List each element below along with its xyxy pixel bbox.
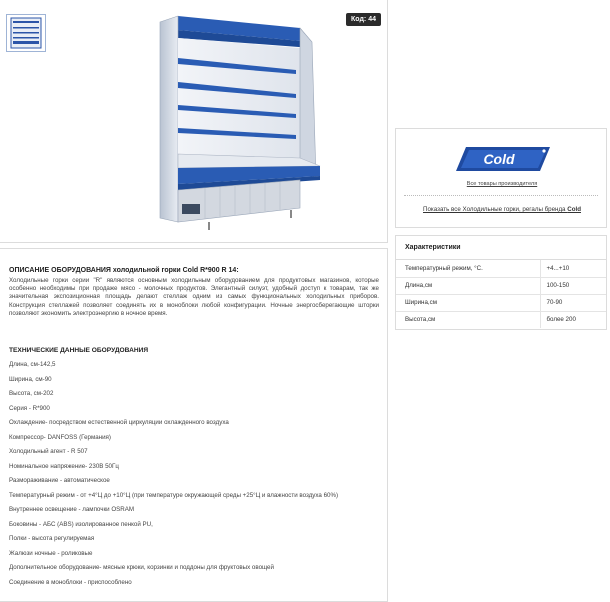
table-row [396, 311, 606, 328]
list-item: Размораживание - автоматическое [9, 477, 110, 484]
cold-brand-logo-icon[interactable] [456, 145, 550, 173]
list-item: Высота, см-202 [9, 390, 54, 397]
characteristic-label: Длина,см [396, 277, 540, 294]
list-item: Серия - R*900 [9, 404, 50, 412]
list-item: Компрессор- DANFOSS (Германия) [9, 433, 111, 441]
table-row [396, 294, 606, 311]
characteristic-label: Ширина,см [396, 294, 540, 311]
list-item: Дополнительное оборудование- мясные крюки, корзинки и поддоны для фруктовых овощей [9, 564, 274, 571]
list-item: Внутреннее освещение - лампочки OSRAM [9, 506, 135, 513]
brand-logo-text: Cold [483, 151, 515, 167]
product-thumbnail[interactable] [6, 14, 46, 52]
refrigerator-thumbnail-icon [7, 15, 45, 51]
list-item: Охлаждение- посредством естественной циркуляции охлажденного воздуха [9, 419, 229, 426]
description-paragraph: Холодильные горки серии "R" являются основным холодильным оборудованием для продуктовых магазинов, которые особенно необходимы при продаже мясо - молочных продуктов. Элегантный силуэт, удобный доступ к товарам, так же значительная экспозиционная площадь делают стеллаж одним из самых функциональных холодильных приборов. Конструкция стеллажей позволяет соединять их в моноблоки любой конфигурации. Ночные энергосберегающие шторки позволяют экономить электроэнергию в ночное время. [9, 277, 379, 317]
product-gallery [0, 0, 388, 243]
refrigerated-display-icon[interactable] [150, 8, 330, 236]
spec-list [9, 361, 379, 587]
characteristics-title: Характеристики [396, 236, 606, 260]
list-item: Температурный режим - от +4°Ц до +10°Ц (при температуре окружающей среды +25°Ц и влажности воздуха 60%) [9, 491, 339, 499]
characteristic-value: 100-150 [540, 277, 606, 294]
list-item: Полки - высота регулируемая [9, 535, 95, 542]
description-title: ОПИСАНИЕ ОБОРУДОВАНИЯ холодильной горки Cold R*900 R 14: [9, 267, 239, 274]
show-all-brand-products-link[interactable] [396, 206, 608, 213]
brand-panel [395, 128, 607, 228]
list-item: Номинальное напряжение- 230В 50Гц [9, 462, 119, 470]
all-brand-goods-link[interactable]: Все товары производителя [466, 181, 538, 187]
product-code-badge: Код: 44 [346, 13, 381, 26]
list-item: Боковины - АБС (ABS) изолированное пенкой PU, [9, 520, 153, 528]
characteristic-label: Температурный режим, °С. [396, 260, 540, 277]
description-panel [0, 248, 388, 602]
show-all-label[interactable]: Показать все Холодильные горки, регалы бренда [423, 206, 568, 213]
brand-name[interactable]: Cold [567, 206, 581, 213]
characteristics-panel [395, 235, 607, 330]
list-item: Ширина, см-90 [9, 375, 52, 383]
characteristics-table [396, 260, 606, 328]
characteristic-value: 70-90 [540, 294, 606, 311]
table-row [396, 277, 606, 294]
characteristic-value: более 200 [540, 311, 606, 328]
list-item: Холодильный агент - R 507 [9, 448, 88, 455]
specs-title: ТЕХНИЧЕСКИЕ ДАННЫЕ ОБОРУДОВАНИЯ [9, 347, 149, 354]
characteristic-label: Высота,см [405, 316, 436, 324]
list-item: Соединение в моноблоки - приспособлено [9, 578, 132, 586]
table-row [396, 260, 606, 277]
list-item: Длина, см-142,5 [9, 361, 56, 368]
list-item: Жалюзи ночные - роликовые [9, 549, 93, 557]
brand-divider [404, 195, 598, 196]
characteristic-value: +4...+10 [540, 260, 606, 277]
